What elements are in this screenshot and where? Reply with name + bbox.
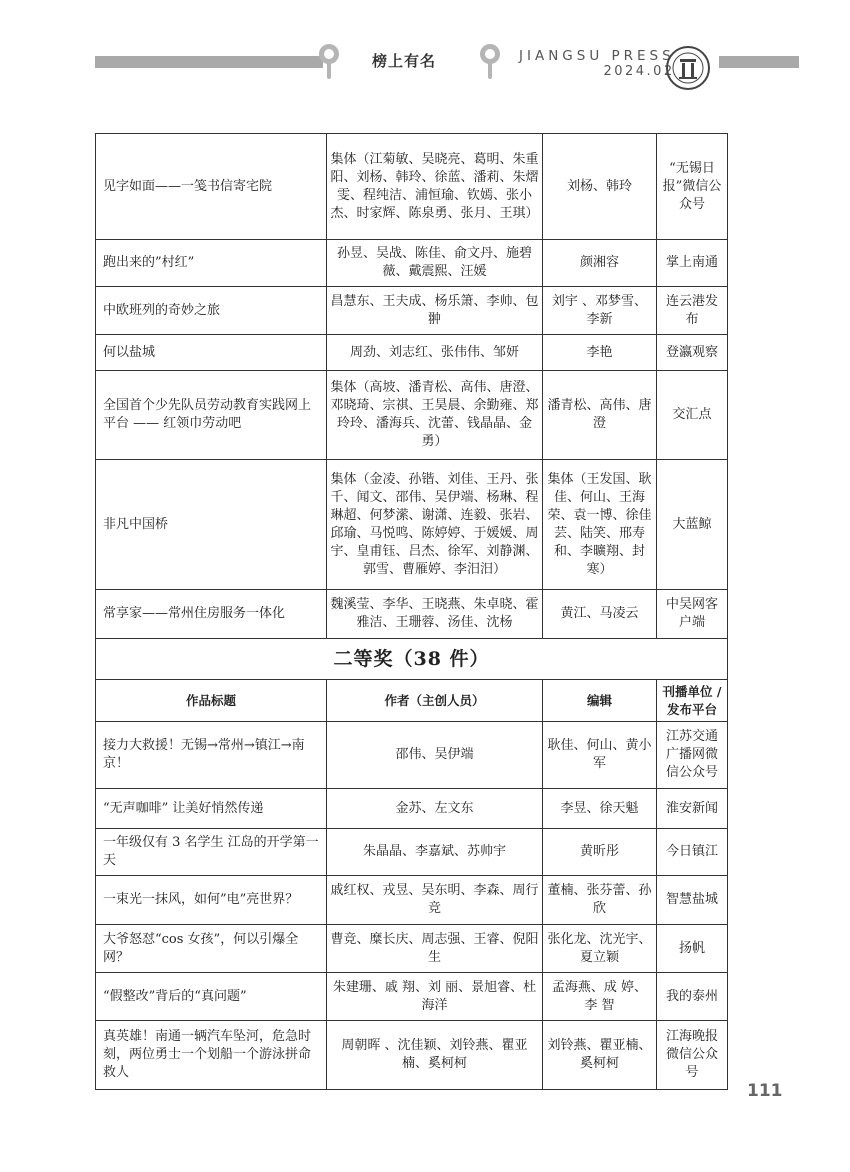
work-title: 跑出来的”村红”: [96, 240, 327, 287]
work-authors: 金苏、左文东: [327, 789, 543, 829]
column-header-editors: 编辑: [543, 680, 657, 722]
table-row: [96, 876, 728, 925]
award-heading: 二等奖（38 件）: [96, 639, 728, 680]
work-authors: 集体（高坡、潘青松、高伟、唐澄、邓晓琦、宗祺、王昊晨、余勤雍、郑玲玲、潘海兵、沈蕾、钱晶晶、金勇）: [327, 371, 543, 460]
work-editors: 刘杨、韩玲: [543, 134, 657, 240]
work-platform: 江苏交通广播网微信公众号: [657, 722, 728, 789]
work-platform: 我的泰州: [657, 973, 728, 1021]
work-platform: 掌上南通: [657, 240, 728, 287]
work-editors: 李艳: [543, 335, 657, 371]
work-platform: 连云港发布: [657, 287, 728, 335]
work-platform: “无锡日报”微信公众号: [657, 134, 728, 240]
page-header: [0, 0, 850, 110]
page-number: 111: [747, 1081, 783, 1101]
work-authors: 集体（江菊敏、吴晓亮、葛明、朱重阳、刘杨、韩玲、徐蓝、潘莉、朱熠雯、程纯洁、浦恒瑜、钦嫣、张小杰、时家辉、陈泉勇、张月、王琪）: [327, 134, 543, 240]
work-platform: 交汇点: [657, 371, 728, 460]
awards-table: [95, 133, 727, 1090]
work-editors: 耿佳、何山、黄小军: [543, 722, 657, 789]
table-row: [96, 134, 728, 240]
work-editors: 刘宇 、邓梦雪、李新: [543, 287, 657, 335]
work-authors: 昌慧东、王夫成、杨乐箫、李帅、包翀: [327, 287, 543, 335]
work-authors: 朱建珊、戚 翔、刘 丽、景旭睿、杜海洋: [327, 973, 543, 1021]
work-authors: 周劲、刘志红、张伟伟、邹妍: [327, 335, 543, 371]
work-editors: 黄昕彤: [543, 829, 657, 876]
work-editors: 颜湘容: [543, 240, 657, 287]
work-authors: 魏溪莹、李华、王晓燕、朱卓晓、霍雅洁、王珊蓉、汤佳、沈杨: [327, 590, 543, 639]
table-row: [96, 590, 728, 639]
work-authors: 朱晶晶、李嘉斌、苏帅宇: [327, 829, 543, 876]
column-header-title: 作品标题: [96, 680, 327, 722]
award-heading-row: [96, 639, 728, 680]
column-header-row: [96, 680, 728, 722]
work-editors: 孟海燕、成 婷、李 智: [543, 973, 657, 1021]
work-editors: 潘青松、高伟、唐澄: [543, 371, 657, 460]
work-authors: 邵伟、吴伊端: [327, 722, 543, 789]
column-header-authors: 作者（主创人员）: [327, 680, 543, 722]
table-row: [96, 925, 728, 973]
work-editors: 李昱、徐天魁: [543, 789, 657, 829]
work-platform: 智慧盐城: [657, 876, 728, 925]
work-title: 真英雄！南通一辆汽车坠河，危急时刻，两位勇士一个划船一个游泳拼命救人: [96, 1021, 327, 1090]
work-platform: 中吴网客户端: [657, 590, 728, 639]
work-authors: 曹竞、糜长庆、周志强、王睿、倪阳生: [327, 925, 543, 973]
work-title: 大爷怒怼“cos 女孩”，何以引爆全网？: [96, 925, 327, 973]
work-title: “无声咖啡” 让美好悄然传递: [96, 789, 327, 829]
work-platform: 淮安新闻: [657, 789, 728, 829]
work-title: 接力大救援！无锡→常州→镇江→南京！: [96, 722, 327, 789]
header-bar-right: [719, 56, 799, 68]
table-row: [96, 335, 728, 371]
work-title: “假整改”背后的“真问题”: [96, 973, 327, 1021]
table-row: [96, 789, 728, 829]
work-title: 常享家——常州住房服务一体化: [96, 590, 327, 639]
work-platform: 今日镇江: [657, 829, 728, 876]
work-editors: 董楠、张芬蕾、孙欣: [543, 876, 657, 925]
table-row: [96, 240, 728, 287]
work-authors: 周朝晖 、沈佳颖、刘铃燕、瞿亚楠、奚柯柯: [327, 1021, 543, 1090]
pin-icon: [319, 44, 339, 64]
work-title: 一束光一抹风，如何”电”亮世界？: [96, 876, 327, 925]
issue-date: 2024.02: [603, 64, 675, 79]
pin-icon: [480, 44, 500, 64]
work-platform: 扬帆: [657, 925, 728, 973]
work-editors: 张化龙、沈光宇、夏立颖: [543, 925, 657, 973]
table-row: [96, 287, 728, 335]
work-authors: 集体（金凌、孙锴、刘佳、王丹、张千、闻文、邵伟、吴伊端、杨琳、程琳超、何梦潆、谢潇、连毅、张岩、邱瑜、马悦鸣、陈婷婷、于媛媛、周宇、皇甫钰、吕杰、徐军、刘静渊、郭雪、曹雁婷、李汨汨）: [327, 460, 543, 590]
table-row: [96, 829, 728, 876]
journal-logo-icon: [665, 45, 711, 91]
work-title: 见字如面——一笺书信寄宅院: [96, 134, 327, 240]
work-platform: 大蓝鲸: [657, 460, 728, 590]
column-header-platform: 刊播单位 / 发布平台: [657, 680, 728, 722]
section-title: 榜上有名: [372, 52, 437, 70]
journal-name: [519, 48, 675, 80]
journal-title: JIANGSU PRESS: [519, 48, 675, 64]
work-authors: 戚红权、戎昱、吴东明、李森、周行竞: [327, 876, 543, 925]
work-editors: 集体（王发国、耿佳、何山、王海荣、袁一博、徐佳芸、陆笑、邢寿和、李曠翔、封寒）: [543, 460, 657, 590]
work-platform: 登瀛观察: [657, 335, 728, 371]
table-row: [96, 460, 728, 590]
work-title: 全国首个少先队员劳动教育实践网上平台 —— 红领巾劳动吧: [96, 371, 327, 460]
table-row: [96, 1021, 728, 1090]
table-row: [96, 722, 728, 789]
table-row: [96, 371, 728, 460]
work-editors: 黄江、马凌云: [543, 590, 657, 639]
work-editors: 刘铃燕、瞿亚楠、奚柯柯: [543, 1021, 657, 1090]
header-bar-left: [95, 56, 323, 68]
work-title: 何以盐城: [96, 335, 327, 371]
work-title: 非凡中国桥: [96, 460, 327, 590]
work-platform: 江海晚报微信公众号: [657, 1021, 728, 1090]
work-title: 中欧班列的奇妙之旅: [96, 287, 327, 335]
table-row: [96, 973, 728, 1021]
work-authors: 孙昱、吴战、陈佳、俞文丹、施碧薇、戴震熙、汪媛: [327, 240, 543, 287]
work-title: 一年级仅有 3 名学生 江岛的开学第一天: [96, 829, 327, 876]
